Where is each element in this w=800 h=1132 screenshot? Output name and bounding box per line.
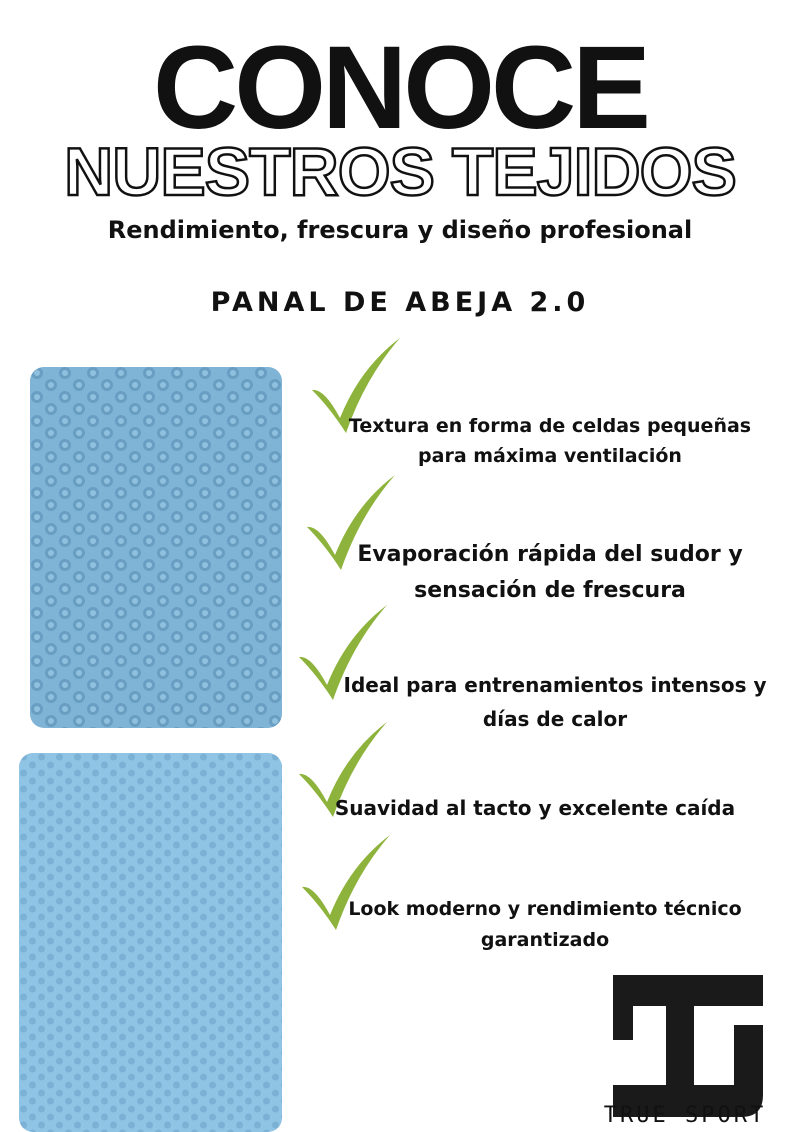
feature-4 [300, 792, 770, 824]
feature-1 [320, 411, 780, 471]
feature-line: Look moderno y rendimiento técnico [348, 898, 742, 920]
feature-line: Textura en forma de celdas pequeñas [348, 415, 752, 437]
feature-line: para máxima ventilación [418, 445, 682, 467]
headline-nuestros-tejidos: NUESTROS TEJIDOS [64, 134, 736, 210]
brand-name: TRUE SPORT [603, 1103, 767, 1128]
subtitle: Rendimiento, frescura y diseño profesional [107, 216, 693, 244]
feature-line: Ideal para entrenamientos intensos y [343, 673, 767, 697]
fabric-photo-honeycomb-2 [19, 753, 282, 1132]
feature-line: sensación de frescura [414, 578, 686, 603]
feature-3 [310, 668, 800, 736]
feature-line: días de calor [482, 707, 628, 731]
section-title: PANAL DE ABEJA 2.0 [210, 287, 590, 318]
fabric-photo-honeycomb-1 [30, 367, 282, 728]
feature-5 [300, 894, 790, 956]
feature-line: Suavidad al tacto y excelente caída [334, 796, 736, 820]
feature-line: garantizado [480, 929, 610, 951]
feature-line: Evaporación rápida del sudor y [357, 542, 743, 567]
feature-2 [300, 537, 800, 609]
headline-conoce: CONOCE [153, 22, 647, 154]
